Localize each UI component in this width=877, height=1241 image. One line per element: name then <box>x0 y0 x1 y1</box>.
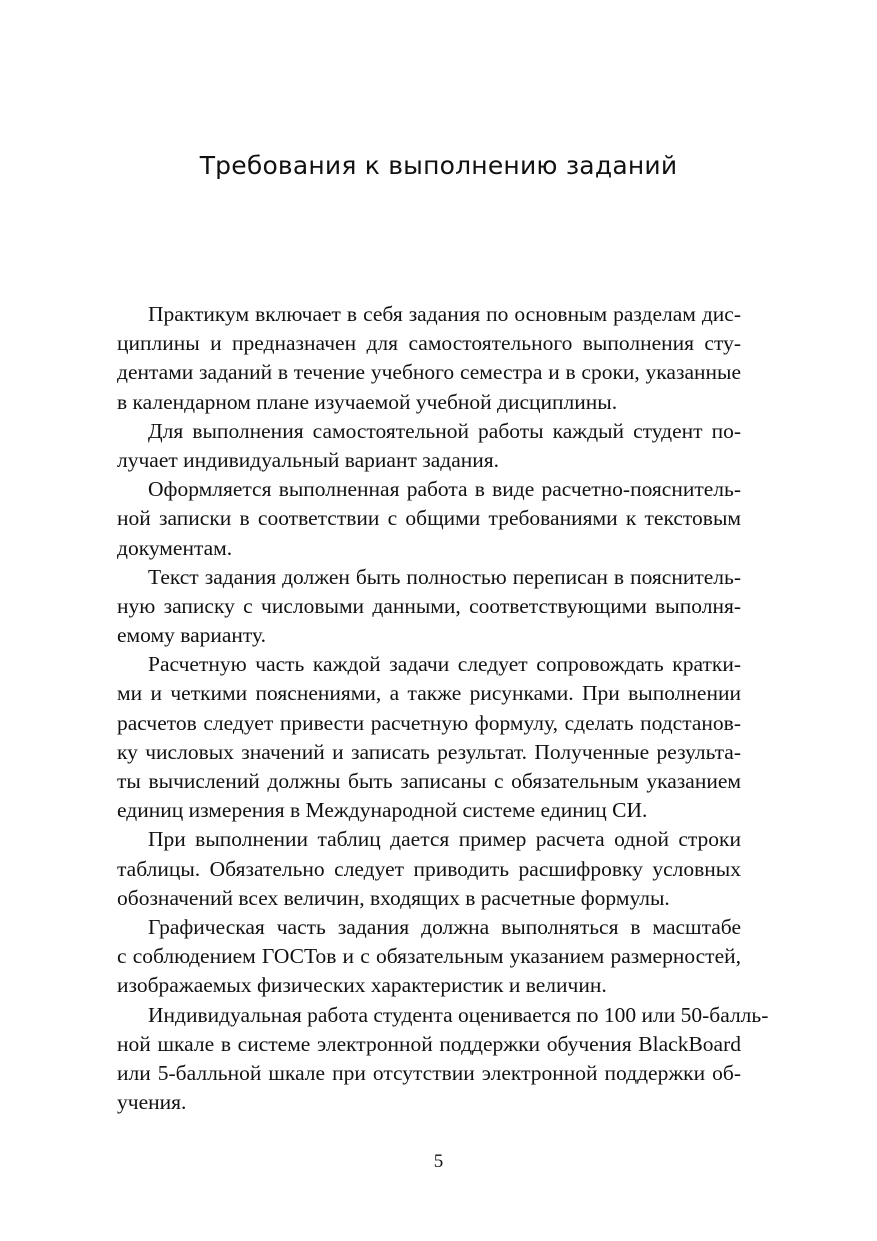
page-number: 5 <box>433 1151 444 1172</box>
text-line: ной записки в соответствии с общими требованиями к текстовым <box>117 506 741 531</box>
text-line: лучает индивидуальный вариант задания. <box>117 447 500 472</box>
paragraph <box>117 825 741 913</box>
paragraph <box>117 563 741 651</box>
paragraph <box>117 475 741 563</box>
text-line: ной шкале в системе электронной поддержки обучения BlackBoard <box>117 1031 741 1056</box>
text-line: Расчетную часть каждой задачи следует сопровождать кратки- <box>148 652 741 677</box>
text-line: Индивидуальная работа студента оценивается по 100 или 50-балль- <box>148 1002 769 1027</box>
text-line: Практикум включает в себя задания по основным разделам дис- <box>148 302 741 326</box>
paragraph <box>117 417 741 475</box>
paragraph <box>117 913 741 1001</box>
paragraph <box>117 650 741 825</box>
text-line: Текст задания должен быть полностью переписан в пояснитель- <box>148 564 741 589</box>
text-line: с соблюдением ГОСТов и с обязательным указанием размерностей, <box>117 944 741 969</box>
text-line: документам. <box>117 535 233 560</box>
text-line: в календарном плане изучаемой учебной дисциплины. <box>117 389 618 414</box>
page-title: Требования к выполнению заданий <box>199 151 678 180</box>
text-line: Оформляется выполненная работа в виде расчетно-пояснитель- <box>148 477 741 502</box>
body-text <box>117 300 769 1117</box>
text-line: циплины и предназначен для самостоятельного выполнения сту- <box>117 331 741 356</box>
text-line: таблицы. Обязательно следует приводить расшифровку условных <box>117 856 741 881</box>
text-line: При выполнении таблиц дается пример расчета одной строки <box>148 827 741 852</box>
text-line: учения. <box>117 1090 187 1115</box>
text-line: изображаемых физических характеристик и величин. <box>117 973 607 998</box>
text-line: Для выполнения самостоятельной работы каждый студент по- <box>148 418 741 443</box>
text-line: ми и четкими пояснениями, а также рисунками. При выполнении <box>117 681 741 706</box>
text-line: ную записку с числовыми данными, соответствующими выполня- <box>117 593 741 618</box>
text-line: дентами заданий в течение учебного семестра и в сроки, указанные <box>117 360 741 385</box>
text-line: или 5-балльной шкале при отсутствии электронной поддержки об- <box>117 1060 741 1085</box>
paragraph <box>117 300 741 417</box>
text-line: ку числовых значений и записать результат. Полученные результа- <box>117 739 741 764</box>
text-line: емому варианту. <box>117 623 267 648</box>
text-line: обозначений всех величин, входящих в расчетные формулы. <box>117 885 670 910</box>
text-line: ты вычислений должны быть записаны с обязательным указанием <box>117 769 741 793</box>
text-line: единиц измерения в Международной системе единиц СИ. <box>117 798 648 823</box>
paragraph <box>117 1001 769 1118</box>
text-line: Графическая часть задания должна выполняться в масштабе <box>148 914 741 939</box>
text-line: расчетов следует привести расчетную формулу, сделать подстанов- <box>117 710 741 735</box>
